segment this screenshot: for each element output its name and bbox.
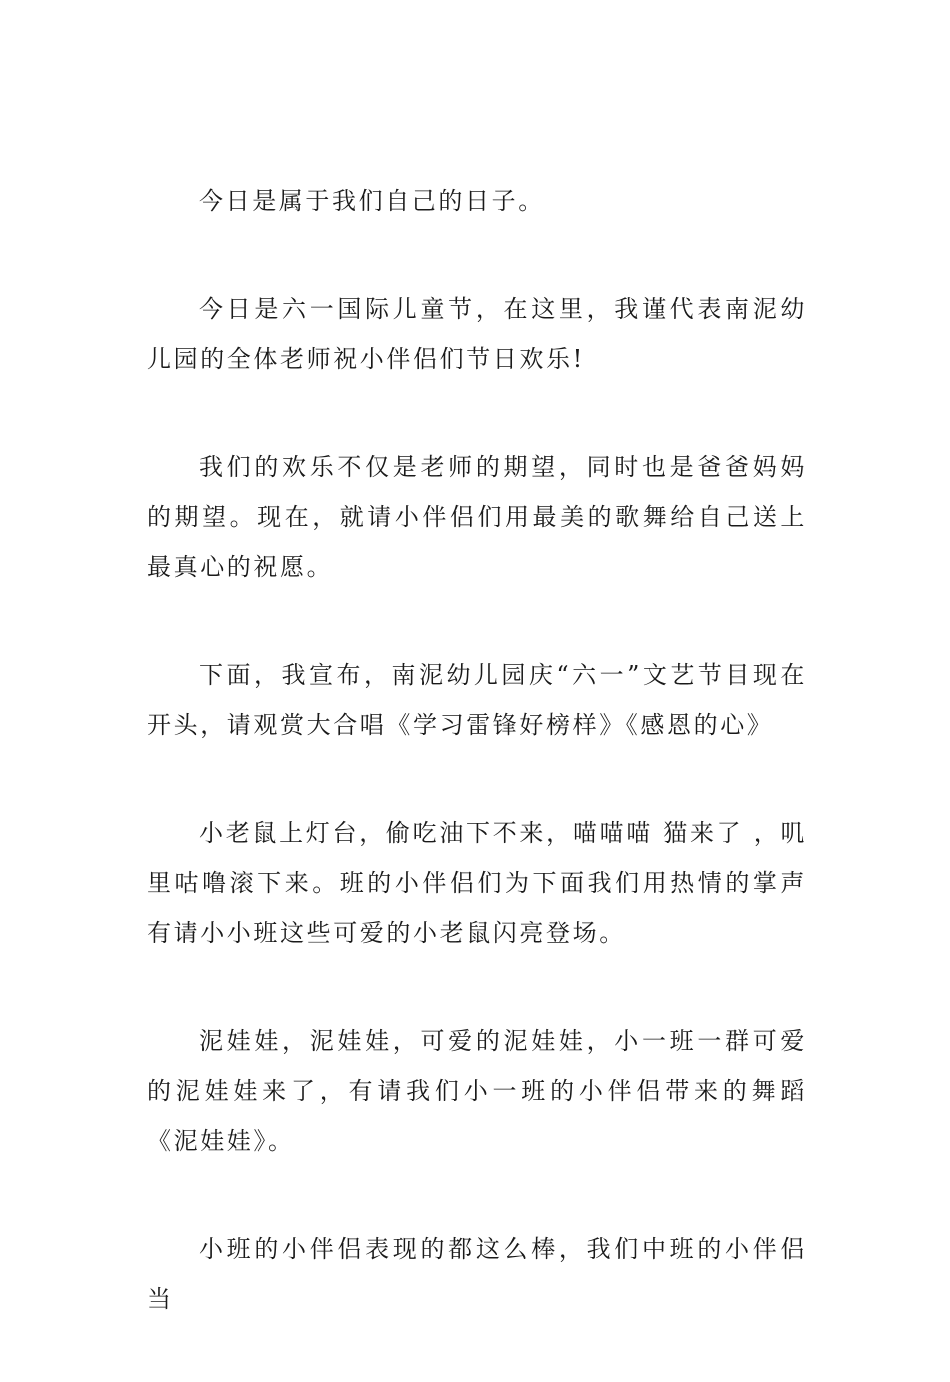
paragraph-1: 今日是属于我们自己的日子。 (199, 187, 545, 215)
paragraph-2: 今日是六一国际儿童节，在这里，我谨代表南泥幼儿园的全体老师祝小伴侣们节日欢乐! (147, 295, 807, 373)
paragraph-7: 小班的小伴侣表现的都这么棒，我们中班的小伴侣当 (147, 1235, 807, 1313)
paragraph-6: 泥娃娃，泥娃娃，可爱的泥娃娃，小一班一群可爱的泥娃娃来了，有请我们小一班的小伴侣带来的舞蹈《泥娃娃》。 (147, 1027, 807, 1155)
paragraph-5: 小老鼠上灯台，偷吃油下不来，喵喵喵 猫来了 ，叽里咕噜滚下来。班的小伴侣们为下面我们用热情的掌声有请小小班这些可爱的小老鼠闪亮登场。 (147, 819, 807, 947)
paragraph-4: 下面，我宣布，南泥幼儿园庆“六一”文艺节目现在开头，请观赏大合唱《学习雷锋好榜样》《感恩的心》 (147, 661, 807, 739)
document-body (147, 176, 807, 1382)
paragraph-3: 我们的欢乐不仅是老师的期望，同时也是爸爸妈妈的期望。现在，就请小伴侣们用最美的歌舞给自己送上最真心的祝愿。 (147, 453, 807, 581)
